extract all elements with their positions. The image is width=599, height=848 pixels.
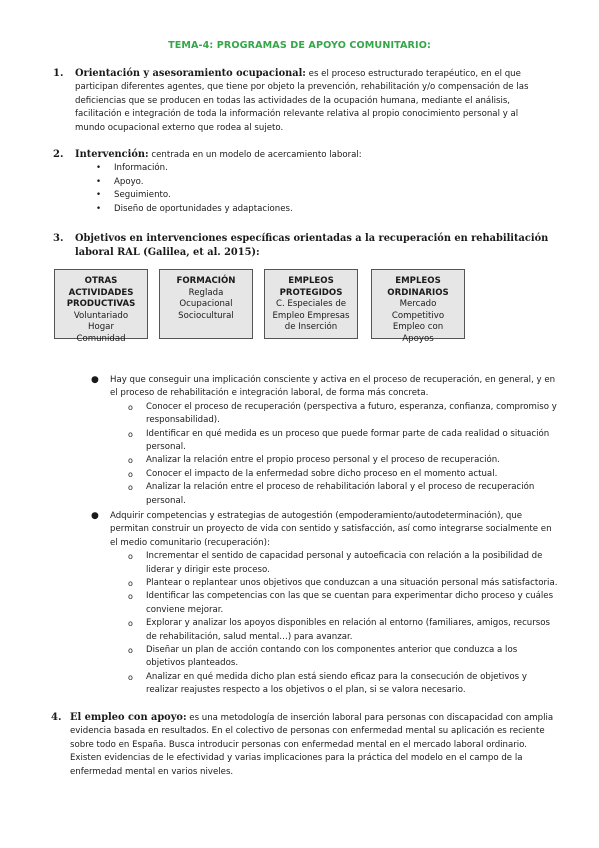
section-heading: El empleo con apoyo:	[70, 712, 187, 723]
bullet-marker: ●	[91, 511, 99, 521]
category-box	[264, 269, 358, 339]
category-box	[371, 269, 465, 344]
sub-item	[128, 577, 558, 590]
bullet-text: Adquirir competencias y estrategias de autogestión (empoderamiento/autodeterminación), que permitan construir un proyecto de vida con sentido y satisfacción, así como integrarse socialmente en el medio comunitario (recuperación):	[110, 511, 552, 548]
section-1	[54, 67, 550, 135]
sub-marker: o	[128, 402, 133, 412]
objective-bullet-1	[91, 374, 558, 508]
section-4	[51, 711, 554, 779]
sub-item	[128, 428, 558, 455]
category-heading: EMPLEOS PROTEGIDOS	[279, 276, 343, 298]
category-body: Reglada Ocupacional Sociocultural	[178, 287, 234, 321]
category-heading: EMPLEOS ORDINARIOS	[387, 276, 449, 298]
list-item: • Apoyo.	[114, 176, 550, 189]
category-box	[54, 269, 148, 344]
sub-item-text: Incrementar el sentido de capacidad personal y autoeficacia con relación a la posibilidad de liderar y dirigir este proceso.	[146, 551, 543, 575]
sub-item-text: Plantear o replantear unos objetivos que conduzcan a una situación personal más satisfactoria.	[146, 578, 558, 589]
section-heading: Orientación y asesoramiento ocupacional:	[75, 68, 306, 79]
category-heading: OTRAS ACTIVIDADES PRODUCTIVAS	[66, 276, 136, 310]
sub-item-text: Explorar y analizar los apoyos disponibles en relación al entorno (familiares, amigos, recursos de rehabilitación, salud mental…) para avanzar.	[146, 618, 550, 642]
sub-item	[128, 671, 558, 698]
sub-item-text: Identificar en qué medida es un proceso que puede formar parte de cada realidad o situación personal.	[146, 428, 550, 453]
section-2	[54, 148, 550, 216]
sub-item-text: Conocer el proceso de recuperación (perspectiva a futuro, esperanza, confianza, compromiso y responsabilidad).	[146, 401, 557, 426]
sub-item	[128, 454, 558, 467]
sub-marker: o	[128, 456, 133, 466]
intervention-list	[114, 162, 550, 216]
section-paragraph	[75, 148, 550, 162]
sub-marker: o	[128, 592, 133, 602]
sub-item	[128, 468, 558, 481]
sub-marker: o	[128, 672, 133, 682]
sub-marker: o	[128, 483, 133, 493]
list-item: • Diseño de oportunidades y adaptaciones.	[114, 203, 550, 216]
sub-item-text: Analizar la relación entre el proceso de rehabilitación laboral y el proceso de recuperación personal.	[146, 482, 535, 506]
section-number: 1.	[53, 68, 64, 79]
sub-marker: o	[128, 469, 133, 479]
sub-item-text: Analizar la relación entre el propio proceso personal y el proceso de recuperación.	[146, 455, 500, 466]
list-item: • Seguimiento.	[114, 189, 550, 202]
sub-marker: o	[128, 619, 133, 629]
sub-item-text: Conocer el impacto de la enfermedad sobre dicho proceso en el momento actual.	[146, 468, 498, 479]
section-number: 4.	[51, 712, 62, 723]
section-text: es el proceso estructurado terapéutico, en el que participan diferentes agentes, que tiene por objeto la prevención, rehabilitación y/o compensación de las deficiencias que se producen en todas las actividades de la ocupación humana, mediante el análisis, facilitación e integración de toda la información relevante relativa al propio conocimiento personal y al mundo ocupacional externo que rodea al sujeto.	[75, 69, 529, 133]
section-paragraph	[70, 711, 554, 779]
bullet-text: Hay que conseguir una implicación consciente y activa en el proceso de recuperación, en general, y en el proceso de rehabilitación e integración laboral, de forma más concreta.	[110, 375, 556, 399]
section-number: 2.	[53, 149, 64, 160]
objective-bullet-2	[91, 510, 558, 698]
section-paragraph	[75, 232, 550, 261]
employment-categories-diagram	[54, 269, 524, 344]
category-box	[159, 269, 253, 339]
sub-item	[128, 401, 558, 428]
category-body: C. Especiales de Empleo Empresas de Inserción	[272, 299, 350, 333]
sub-item-text: Identificar las competencias con las que se cuentan para experimentar dicho proceso y cuáles conviene mejorar.	[146, 591, 554, 615]
category-body: Mercado Competitivo Empleo con Apoyos	[391, 299, 445, 344]
sub-item	[128, 590, 558, 617]
section-3	[54, 232, 550, 261]
sub-item	[128, 550, 558, 577]
sub-item	[128, 617, 558, 644]
category-heading: FORMACIÓN	[176, 276, 236, 286]
sub-marker: o	[128, 429, 133, 439]
sub-item	[128, 481, 558, 508]
section-text: centrada en un modelo de acercamiento laboral:	[148, 150, 362, 160]
section-heading: Objetivos en intervenciones específicas orientadas a la recuperación en rehabilitación laboral RAL (Galilea, et al. 2015):	[75, 233, 549, 259]
sub-item-text: Analizar en qué medida dicho plan está siendo eficaz para la consecución de objetivos y realizar reajustes respecto a los objetivos o el plan, si se valora necesario.	[146, 671, 527, 696]
bullet-marker: ●	[91, 375, 99, 385]
sub-marker: o	[128, 552, 133, 562]
section-number: 3.	[53, 233, 64, 244]
section-text: es una metodología de inserción laboral para personas con discapacidad con amplia evidencia basada en resultados. En el colectivo de personas con enfermedad mental su aplicación es reciente sobre todo en España. Busca introducir personas con enfermedad mental en el mercado laboral ordinario. Existen evidencias de le efectividad y varias implicaciones para la práctica del modelo en el campo de la enfermedad mental en varios niveles.	[70, 713, 554, 777]
section-paragraph	[75, 67, 550, 135]
sub-item	[128, 644, 558, 671]
sub-marker: o	[128, 579, 133, 589]
sub-item-text: Diseñar un plan de acción contando con los componentes anterior que conduzca a los objetivos planteados.	[146, 645, 518, 669]
list-item: • Información.	[114, 162, 550, 175]
section-heading: Intervención:	[75, 149, 149, 160]
category-body: Voluntariado Hogar Comunidad	[73, 310, 129, 344]
sub-marker: o	[128, 646, 133, 656]
page-title: TEMA-4: PROGRAMAS DE APOYO COMUNITARIO:	[168, 40, 431, 51]
